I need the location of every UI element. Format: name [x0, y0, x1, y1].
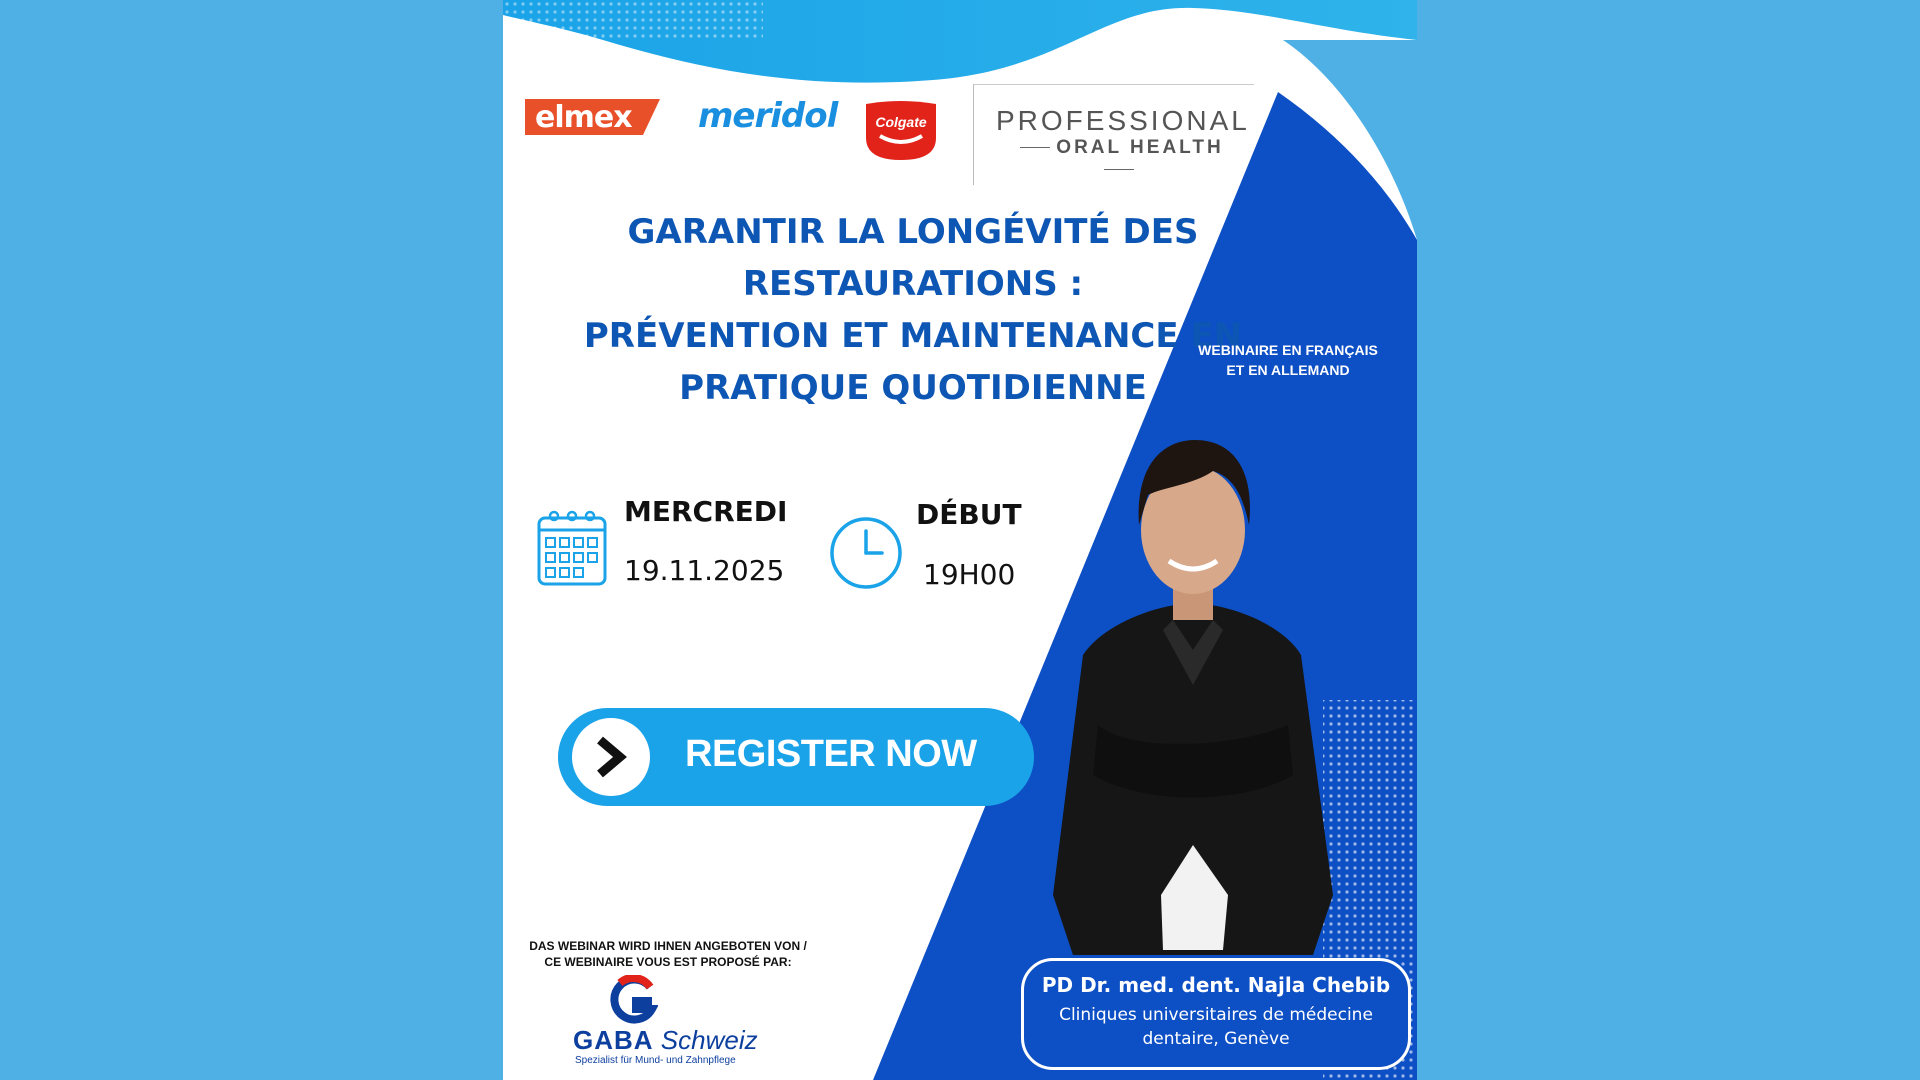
colgate-logo-text: Colgate — [875, 114, 927, 130]
speaker-affiliation-line-1: Cliniques universitaires de médecine — [1059, 1005, 1373, 1025]
title-line-2: RESTAURATIONS : — [742, 264, 1084, 304]
title-line-4: PRATIQUE QUOTIDIENNE — [679, 368, 1147, 408]
provider-note — [503, 938, 833, 970]
colgate-logo — [862, 100, 940, 162]
gaba-schweiz-logo — [573, 975, 793, 1075]
gaba-name — [573, 1025, 758, 1056]
event-time: 19H00 — [923, 558, 1016, 591]
speaker-affiliation — [1024, 1003, 1408, 1051]
webinar-title — [503, 206, 1323, 414]
speaker-photo — [1043, 425, 1343, 955]
webinar-poster — [503, 0, 1417, 1080]
chevron-right-icon — [592, 736, 632, 778]
language-note-line-1: WEBINAIRE EN FRANÇAIS — [1198, 342, 1378, 358]
register-arrow-circle — [572, 718, 650, 796]
elmex-logo — [525, 99, 660, 135]
gaba-tagline: Spezialist für Mund- und Zahnpflege — [575, 1055, 736, 1066]
language-note-line-2: ET EN ALLEMAND — [1226, 362, 1350, 378]
poh-line2 — [999, 137, 1239, 181]
poh-line1: PROFESSIONAL — [996, 105, 1250, 136]
provider-note-line-2: CE WEBINAIRE VOUS EST PROPOSÉ PAR: — [544, 955, 792, 969]
gaba-g-mark — [608, 975, 658, 1027]
event-date: 19.11.2025 — [624, 554, 785, 587]
poh-line2-text: ORAL HEALTH — [1056, 137, 1224, 158]
professional-oral-health-logo — [973, 84, 1254, 185]
register-now-button[interactable] — [558, 708, 1034, 806]
gaba-brand-bold: GABA — [573, 1025, 654, 1055]
speaker-affiliation-line-2: dentaire, Genève — [1142, 1029, 1290, 1049]
gaba-brand-italic: Schweiz — [660, 1025, 758, 1055]
title-line-3: PRÉVENTION ET MAINTENANCE EN — [583, 316, 1243, 356]
calendar-icon — [536, 508, 608, 588]
register-now-label: REGISTER NOW — [685, 733, 977, 775]
title-line-1: GARANTIR LA LONGÉVITÉ DES — [627, 212, 1199, 252]
provider-note-line-1: DAS WEBINAR WIRD IHNEN ANGEBOTEN VON / — [529, 939, 807, 953]
language-note — [1173, 340, 1403, 380]
start-label: DÉBUT — [916, 498, 1022, 531]
speaker-card — [1021, 958, 1411, 1070]
speaker-name: PD Dr. med. dent. Najla Chebib — [1041, 973, 1391, 997]
day-label: MERCREDI — [624, 495, 788, 528]
clock-icon — [828, 515, 904, 591]
elmex-logo-text: elmex — [535, 100, 632, 135]
meridol-logo: meridol — [698, 96, 838, 136]
